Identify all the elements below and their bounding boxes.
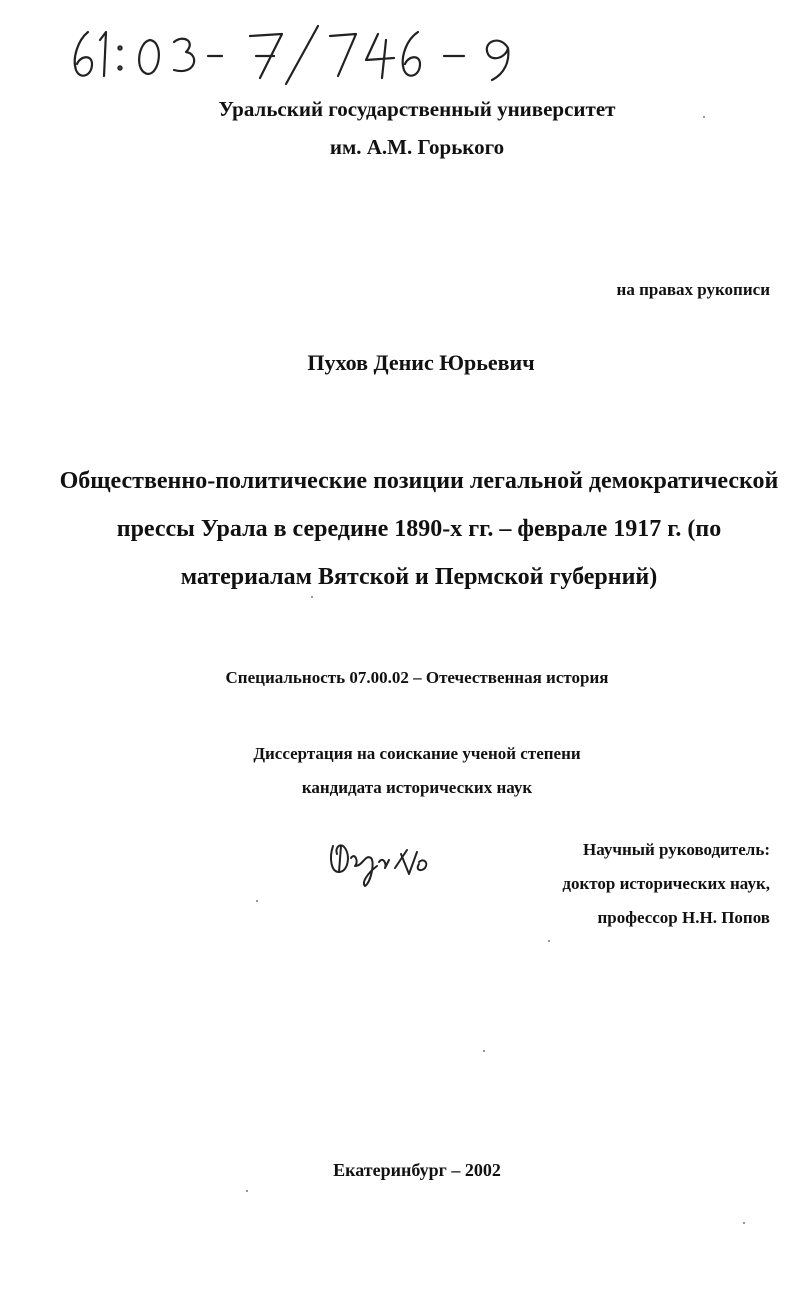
scan-speck	[256, 900, 258, 902]
title-line-1: Общественно-политические позиции легальной демократической	[59, 468, 779, 494]
supervisor-line-1: Научный руководитель:	[583, 840, 770, 859]
scan-speck	[743, 1222, 745, 1224]
manuscript-note: на правах рукописи	[616, 280, 770, 299]
scan-speck	[246, 1190, 248, 1192]
university-name	[18, 90, 798, 166]
title-line-3: материалам Вятской и Пермской губерний)	[180, 564, 658, 590]
scan-speck	[703, 116, 705, 118]
specialty-line: Специальность 07.00.02 – Отечественная история	[225, 668, 609, 687]
supervisor-line-2: доктор исторических наук,	[562, 874, 770, 893]
scan-speck	[548, 940, 550, 942]
author-name: Пухов Денис Юрьевич	[307, 350, 535, 375]
city-year: Екатеринбург – 2002	[333, 1160, 501, 1180]
university-line-2: им. А.М. Горького	[329, 135, 505, 159]
degree-line-2: кандидата исторических наук	[301, 778, 533, 797]
author-signature	[325, 832, 445, 892]
scan-speck	[311, 596, 313, 598]
degree-block	[18, 737, 798, 805]
scan-speck	[483, 1050, 485, 1052]
dissertation-title	[40, 457, 798, 601]
degree-line-1: Диссертация на соискание ученой степени	[253, 744, 581, 763]
supervisor-block	[562, 833, 770, 935]
title-line-2: прессы Урала в середине 1890-х гг. – феврале 1917 г. (по	[116, 516, 722, 542]
university-line-1: Уральский государственный университет	[218, 97, 616, 121]
handwritten-archive-code	[60, 18, 560, 88]
supervisor-line-3: профессор Н.Н. Попов	[597, 908, 770, 927]
